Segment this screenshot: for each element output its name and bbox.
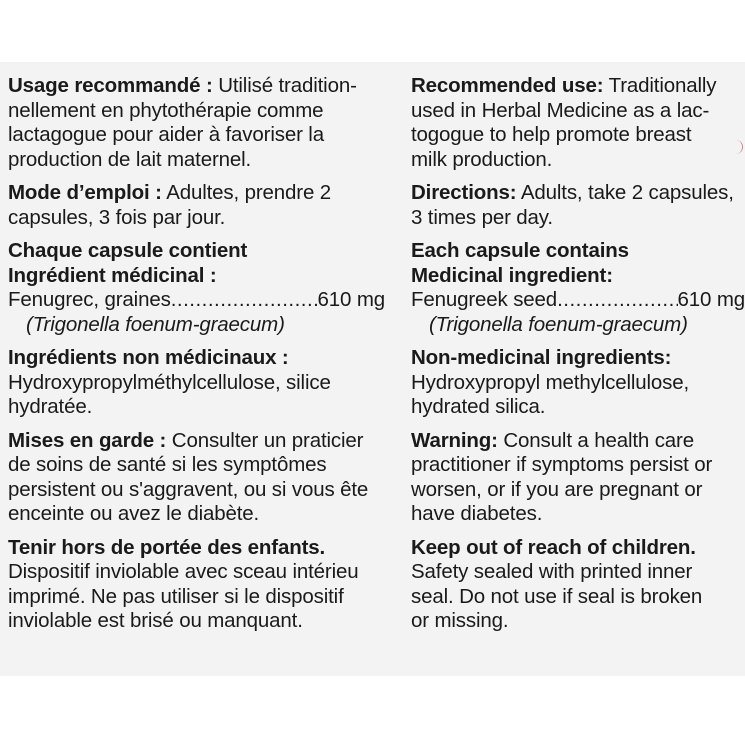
fr-usage-text-line: lactagogue pour aider à favoriser la bbox=[8, 123, 324, 146]
fr-warning-title: Mises en garde : bbox=[8, 428, 167, 452]
dot-leader bbox=[171, 288, 318, 313]
fr-warning-text-line: persistent ou s'aggravent, ou si vous ête bbox=[8, 477, 369, 501]
fr-warning-text-line: de soins de santé si les symptômes bbox=[8, 453, 327, 476]
en-children-section bbox=[411, 536, 745, 634]
french-column bbox=[8, 74, 385, 643]
en-directions-text-line: Adults, take 2 capsules, bbox=[516, 181, 734, 204]
en-children-text-line: or missing. bbox=[411, 609, 509, 632]
fr-children-title: Tenir hors de portée des enfants. bbox=[8, 535, 326, 559]
fr-ingredient-row bbox=[8, 288, 385, 313]
fr-ingredients-section bbox=[8, 239, 385, 337]
en-usage-title: Recommended use: bbox=[411, 74, 604, 97]
fr-usage-text-line: nellement en phytothérapie comme bbox=[8, 98, 324, 122]
en-nonmedicinal-section bbox=[411, 346, 745, 420]
en-usage-text-line: used in Herbal Medicine as a lac- bbox=[411, 98, 710, 122]
en-children-text-line: Safety sealed with printed inner bbox=[411, 560, 693, 583]
en-warning-text-line: have diabetes. bbox=[411, 502, 543, 525]
en-nonmed-text-line: hydrated silica. bbox=[411, 395, 546, 418]
fr-contains-title: Chaque capsule contient bbox=[8, 239, 248, 262]
en-warning-text-line: practitioner if symptoms persist or bbox=[411, 453, 713, 476]
en-warning-section bbox=[411, 429, 745, 527]
fr-children-text-line: Dispositif inviolable avec sceau intérieu bbox=[8, 560, 359, 583]
en-ingredients-section bbox=[411, 239, 745, 337]
fr-usage-title: Usage recommandé : bbox=[8, 74, 213, 97]
en-warning-title: Warning: bbox=[411, 428, 498, 452]
fr-warning-section bbox=[8, 429, 385, 527]
fr-directions-title: Mode d’emploi : bbox=[8, 181, 162, 204]
en-ingredient-name: Fenugreek seed bbox=[411, 288, 558, 311]
en-usage-text-line: milk production. bbox=[411, 147, 553, 171]
en-children-text-line: seal. Do not use if seal is broken bbox=[411, 584, 703, 608]
fr-ingredient-amount: 610 mg bbox=[317, 288, 385, 311]
en-ingredient-row bbox=[411, 288, 745, 313]
fr-children-text-line: inviolable est brisé ou manquant. bbox=[8, 609, 303, 632]
en-medicinal-title: Medicinal ingredient: bbox=[411, 263, 613, 287]
en-usage-text-line: togogue to help promote breast bbox=[411, 123, 692, 146]
fr-usage-section bbox=[8, 74, 385, 172]
fr-nonmed-title: Ingrédients non médicinaux : bbox=[8, 346, 289, 369]
fr-warning-text-line: Consulter un praticier bbox=[166, 428, 364, 452]
en-directions-section bbox=[411, 181, 745, 230]
fr-medicinal-title: Ingrédient médicinal : bbox=[8, 263, 217, 287]
fr-nonmed-text-line: hydratée. bbox=[8, 395, 93, 418]
en-ingredient-latin: (Trigonella foenum-graecum) bbox=[429, 312, 688, 336]
en-warning-text-line: worsen, or if you are pregnant or bbox=[411, 477, 703, 501]
fr-directions-text-line: capsules, 3 fois par jour. bbox=[8, 205, 226, 229]
english-column bbox=[411, 74, 745, 643]
en-directions-title: Directions: bbox=[411, 181, 517, 204]
fr-children-text-line: imprimé. Ne pas utiliser si le dispositif bbox=[8, 584, 344, 608]
en-nonmed-title: Non-medicinal ingredients: bbox=[411, 346, 672, 369]
en-usage-text-line: Traditionally bbox=[603, 74, 717, 97]
product-label-panel bbox=[0, 62, 745, 676]
fr-ingredient-latin: (Trigonella foenum-graecum) bbox=[26, 312, 285, 336]
fr-usage-text-line: Utilisé tradition- bbox=[212, 74, 357, 97]
en-directions-text-line: 3 times per day. bbox=[411, 205, 553, 229]
fr-directions-text-line: Adultes, prendre 2 bbox=[161, 181, 332, 204]
fr-usage-text-line: production de lait maternel. bbox=[8, 147, 252, 171]
fr-warning-text-line: enceinte ou avez le diabète. bbox=[8, 502, 260, 525]
fr-nonmed-text-line: Hydroxypropylméthylcellulose, silice bbox=[8, 370, 331, 394]
en-warning-text-line: Consult a health care bbox=[497, 428, 694, 452]
fr-nonmedicinal-section bbox=[8, 346, 385, 420]
fr-children-section bbox=[8, 536, 385, 634]
en-contains-title: Each capsule contains bbox=[411, 239, 629, 262]
fr-ingredient-name: Fenugrec, graines bbox=[8, 288, 171, 311]
en-children-title: Keep out of reach of children. bbox=[411, 535, 696, 559]
dot-leader bbox=[557, 288, 677, 313]
en-ingredient-amount: 610 mg bbox=[677, 288, 745, 311]
fr-directions-section bbox=[8, 181, 385, 230]
en-usage-section bbox=[411, 74, 745, 172]
en-nonmed-text-line: Hydroxypropyl methylcellulose, bbox=[411, 370, 690, 394]
